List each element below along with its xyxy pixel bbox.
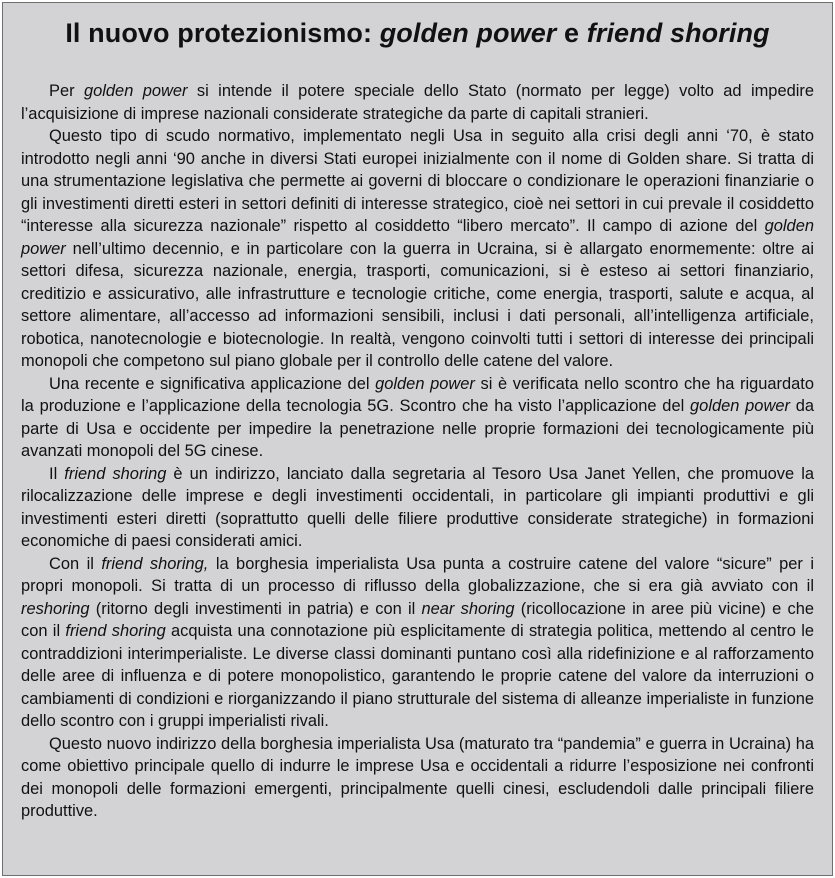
- paragraph-text: da parte di Usa e occidente per impedire la penetrazione nelle proprie formazioni dei tecnologicamente più avanzati monopoli del 5G cinese.: [21, 397, 814, 460]
- paragraph-text: acquista una connotazione più esplicitamente di strategia politica, mettendo al centro le contraddizioni interimperialiste. Le diverse classi dominanti puntano così alla ridefinizione e al rafforzamento delle aree di influenza e di potere monopolistico, garantendo le proprie catene del valore da interruzioni o cambiamenti di condizioni e riorganizzando il piano strutturale del sistema di alleanze imperialiste in funzione dello scontro con i gruppi imperialisti rivali.: [21, 622, 814, 730]
- paragraph-text: Con il: [49, 554, 102, 573]
- title-part-2: e: [556, 18, 587, 48]
- title-friend-shoring: friend shoring: [586, 18, 770, 48]
- paragraph-text: Per: [49, 82, 84, 100]
- paragraph-text: Il: [49, 464, 65, 483]
- paragraph-text: nell’ultimo decennio, e in particolare con la guerra in Ucraina, si è allargato enormemente: oltre ai settori difesa, sicurezza nazionale, energia, trasporti, comunicazioni, si è esteso ai settori finanziario, creditizio e assicurativo, alle infrastrutture e tecnologie critiche, come energia, trasporti, salute e acqua, al settore alimentare, all’accesso ad informazioni sensibili, inclusi i dati personali, all’intelligenza artificiale, robotica, nanotecnologie e biotecnologie. In realtà, vengono coinvolti tutti i settori di interesse dei principali monopoli che competono sul piano globale per il controllo delle catene del valore.: [21, 239, 814, 370]
- paragraph-3: [21, 373, 814, 463]
- paragraph-2: [21, 125, 814, 373]
- paragraph-text: la borghesia imperialista Usa punta a costruire catene del valore “sicure” per i propri monopoli. Si tratta di un processo di riflusso della globalizzazione, che si era già avviato con il: [21, 554, 814, 595]
- paragraph-italic-term: golden power: [375, 374, 475, 393]
- paragraph-italic-term: golden power: [690, 397, 790, 415]
- paragraph-italic-term: friend shoring: [65, 622, 166, 640]
- paragraph-italic-term: friend shoring: [64, 464, 167, 483]
- paragraph-text: Una recente e significativa applicazione del: [49, 374, 376, 393]
- paragraph-italic-term: golden power: [83, 82, 188, 100]
- paragraph-italic-term: reshoring: [21, 599, 90, 618]
- title-golden-power: golden power: [379, 18, 557, 48]
- paragraph-4: [21, 463, 814, 553]
- article-box: [2, 2, 833, 876]
- article-body: [21, 80, 814, 823]
- title-part-1: Il nuovo protezionismo:: [65, 18, 380, 48]
- paragraph-text: (ricollocazione in aree più vicine) e che con il: [21, 599, 814, 640]
- paragraph-text: (ritorno degli investimenti in patria) e con il: [89, 599, 422, 618]
- paragraph-text: Questo nuovo indirizzo della borghesia imperialista Usa (maturato tra “pandemia” e guerra in Ucraina) ha come obiettivo principale quello di indurre le imprese Usa e occidentali a ridurre l’esposizione nei confronti dei monopoli delle formazioni emergenti, principalmente quelli cinesi, escludendoli dalle principali filiere produttive.: [21, 734, 814, 820]
- paragraph-text: si è verificata nello scontro che ha riguardato la produzione e l’applicazione della tecnologia 5G. Scontro che ha visto l’applicazione del: [21, 374, 814, 415]
- paragraph-6: [21, 733, 814, 823]
- paragraph-text: è un indirizzo, lanciato dalla segretaria al Tesoro Usa Janet Yellen, che promuove la rilocalizzazione delle imprese e degli investimenti occidentali, in particolare gli impianti produttivi e gli investimenti esteri diretti (soprattutto quelli delle filiere produttive considerate strategiche) in formazioni economiche di paesi considerati amici.: [21, 464, 814, 550]
- paragraph-5: [21, 553, 814, 733]
- paragraph-text: Questo tipo di scudo normativo, implementato negli Usa in seguito alla crisi degli anni ‘70, è stato introdotto negli anni ‘90 anche in diversi Stati europei inizialmente con il nome di Golden share. Si tratta di una strumentazione legislativa che permette ai governi di bloccare o condizionare le operazioni finanziarie o gli investimenti diretti esteri in settori definiti di interesse strategico, cioè nei settori in cui prevale il cosiddetto “interesse alla sicurezza nazionale” rispetto al cosiddetto “libero mercato”. Il campo di azione del: [21, 127, 814, 235]
- paragraph-1: [21, 80, 814, 125]
- paragraph-italic-term: friend shoring,: [101, 554, 209, 573]
- paragraph-italic-term: golden power: [21, 217, 814, 258]
- paragraph-text: si intende il potere speciale dello Stato (normato per legge) volto ad impedire l’acquisizione di imprese nazionali considerate strategiche da parte di capitali stranieri.: [21, 82, 815, 123]
- article-title: [21, 15, 814, 51]
- paragraph-italic-term: near shoring: [421, 599, 515, 618]
